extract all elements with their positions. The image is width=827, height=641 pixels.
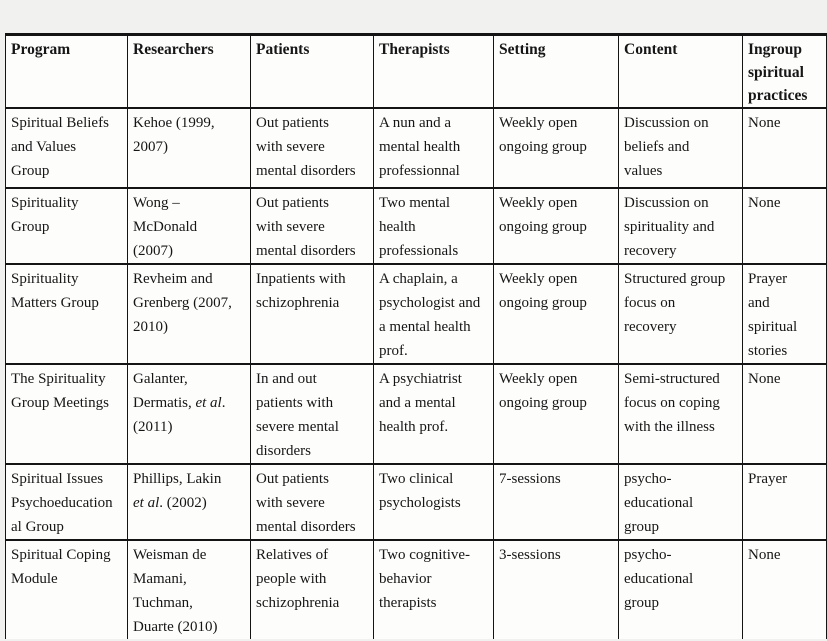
table-cell: Phillips, Lakin et al. (2002)	[128, 464, 251, 540]
table-cell: In and out patients with severe mental disorders	[251, 364, 374, 464]
column-header: Ingroup spiritual practices	[743, 35, 827, 109]
column-header: Setting	[494, 35, 619, 109]
table-cell: None	[743, 364, 827, 464]
table-cell: 3-sessions	[494, 540, 619, 639]
table-cell: Spiritual Beliefs and Values Group	[6, 108, 128, 188]
table-cell: Two mental health professionals	[374, 188, 494, 264]
table-cell: Out patients with severe mental disorders	[251, 108, 374, 188]
table-cell: Kehoe (1999, 2007)	[128, 108, 251, 188]
table-cell: Wong – McDonald (2007)	[128, 188, 251, 264]
column-header: Program	[6, 35, 128, 109]
table-cell: Structured group focus on recovery	[619, 264, 743, 364]
table-cell: Prayer	[743, 464, 827, 540]
table-cell: Semi-structured focus on coping with the illness	[619, 364, 743, 464]
table-cell: psycho- educational group	[619, 540, 743, 639]
table-cell: Weekly open ongoing group	[494, 264, 619, 364]
column-header: Therapists	[374, 35, 494, 109]
table-container	[5, 33, 820, 635]
table-cell: None	[743, 108, 827, 188]
table-row	[6, 540, 827, 639]
table-body	[6, 108, 827, 639]
table-cell: Galanter, Dermatis, et al. (2011)	[128, 364, 251, 464]
table-row	[6, 188, 827, 264]
table-cell: Spirituality Matters Group	[6, 264, 128, 364]
table-cell: Weekly open ongoing group	[494, 108, 619, 188]
table-cell: Discussion on beliefs and values	[619, 108, 743, 188]
spiritual-programs-table	[5, 33, 827, 639]
header-row	[6, 35, 827, 109]
table-cell: Out patients with severe mental disorders	[251, 188, 374, 264]
table-row	[6, 364, 827, 464]
table-cell: 7-sessions	[494, 464, 619, 540]
table-cell: Weisman de Mamani, Tuchman, Duarte (2010)	[128, 540, 251, 639]
table-cell: Prayer and spiritual stories	[743, 264, 827, 364]
table-cell: Discussion on spirituality and recovery	[619, 188, 743, 264]
table-cell: Two cognitive- behavior therapists	[374, 540, 494, 639]
table-cell: None	[743, 188, 827, 264]
column-header: Patients	[251, 35, 374, 109]
table-cell: Revheim and Grenberg (2007, 2010)	[128, 264, 251, 364]
table-cell: Weekly open ongoing group	[494, 364, 619, 464]
table-row	[6, 264, 827, 364]
table-cell: Inpatients with schizophrenia	[251, 264, 374, 364]
table-cell: Out patients with severe mental disorders	[251, 464, 374, 540]
table-cell: Two clinical psychologists	[374, 464, 494, 540]
table-row	[6, 108, 827, 188]
column-header: Researchers	[128, 35, 251, 109]
column-header: Content	[619, 35, 743, 109]
table-cell: Spiritual Coping Module	[6, 540, 128, 639]
table-cell: A psychiatrist and a mental health prof.	[374, 364, 494, 464]
table-cell: A nun and a mental health professionnal	[374, 108, 494, 188]
table-cell: Spiritual Issues Psychoeducation al Group	[6, 464, 128, 540]
table-cell: Weekly open ongoing group	[494, 188, 619, 264]
table-cell: Relatives of people with schizophrenia	[251, 540, 374, 639]
table-cell: Spirituality Group	[6, 188, 128, 264]
table-cell: The Spirituality Group Meetings	[6, 364, 128, 464]
table-cell: None	[743, 540, 827, 639]
table-cell: A chaplain, a psychologist and a mental health prof.	[374, 264, 494, 364]
table-row	[6, 464, 827, 540]
table-cell: psycho- educational group	[619, 464, 743, 540]
